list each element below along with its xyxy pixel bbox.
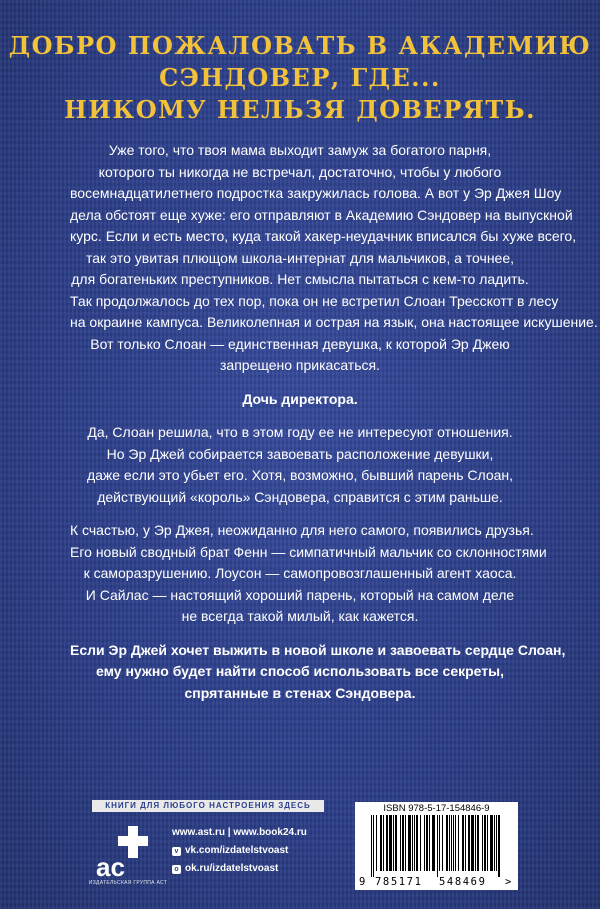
blurb-line: Вот только Слоан — единственная девушка, к которой Эр Джею	[90, 335, 510, 352]
blurb-line: Его новый сводный брат Фенн — симпатичный мальчик со склонностями	[70, 543, 547, 560]
blurb-line: на окраине кампуса. Великолепная и острая на язык, она настоящее искушение.	[70, 314, 598, 330]
ast-logo-icon	[92, 818, 162, 888]
blurb-line: даже если это убьет его. Хотя, возможно, бывший парень Слоан,	[86, 467, 514, 483]
headline-line: ДОБРО ПОЖАЛОВАТЬ В АКАДЕМИЮ	[8, 31, 592, 60]
headline-line: НИКОМУ НЕЛЬЗЯ ДОВЕРЯТЬ.	[64, 95, 536, 124]
website-links[interactable]: www.ast.ru | www.book24.ru	[172, 827, 307, 838]
blurb-line: действующий «король» Сэндовера, справится с этим раньше.	[97, 488, 503, 505]
blurb-line: Да, Слоан решила, что в этом году ее не интересуют отношения.	[87, 424, 513, 440]
blurb-paragraph-3	[70, 422, 530, 508]
blurb-line: дела обстоят еще хуже: его отправляют в Академию Сэндовер на выпускной	[70, 206, 573, 223]
blurb-line: к саморазрушению. Лоусон — самопровозглашенный агент хаоса.	[83, 565, 517, 581]
ast-logo-text: ac	[96, 852, 125, 882]
isbn-number: ISBN 978-5-17-154846-9	[383, 803, 490, 814]
blurb-line: ему нужно будет найти способ использовать все секреты,	[96, 663, 504, 679]
headline-line: СЭНДОВЕР, ГДЕ...	[159, 63, 441, 92]
blurb-line: для богатеньких преступников. Нет смысла пытаться с кем-то ладить.	[71, 271, 529, 287]
blurb-line: К счастью, у Эр Джея, неожиданно для него самого, появились друзья.	[70, 522, 534, 538]
blurb-line: которого ты никогда не встречал, достаточно, чтобы у любого	[98, 163, 502, 180]
ok-icon: o	[172, 865, 181, 874]
publisher-links	[172, 824, 337, 878]
barcode-icon	[369, 815, 504, 877]
publisher-slogan: КНИГИ ДЛЯ ЛЮБОГО НАСТРОЕНИЯ ЗДЕСЬ	[92, 800, 324, 812]
blurb-line: так это увитая плющом школа-интернат для мальчиков, а точнее,	[85, 249, 515, 266]
blurb-line: восемнадцатилетнего подростка закружилась голова. А вот у Эр Джея Шоу	[70, 185, 562, 201]
blurb-paragraph-4	[70, 520, 547, 628]
blurb-line: И Сайлас — настоящий хороший парень, который на самом деле	[85, 586, 515, 603]
blurb-line: Но Эр Джей собирается завоевать расположение девушки,	[106, 445, 494, 462]
headline	[0, 30, 600, 126]
blurb-line: курс. Если и есть место, куда такой хакер-неудачник вписался бы хуже всего,	[70, 228, 577, 244]
vk-link-text: vk.com/izdatelstvoast	[185, 845, 289, 856]
blurb-line: Если Эр Джей хочет выжить в новой школе и завоевать сердце Слоан,	[70, 641, 566, 658]
blurb-line: Уже того, что твоя мама выходит замуж за богатого парня,	[108, 142, 492, 158]
ean-group-2: 548469	[439, 876, 487, 888]
vk-icon: v	[172, 847, 181, 856]
blurb-tagline: Дочь директора.	[242, 390, 358, 407]
blurb-line: запрещено прикасаться.	[220, 357, 380, 373]
ean-digits	[355, 875, 518, 889]
barcode-panel	[355, 802, 518, 890]
publisher-caption: ИЗДАТЕЛЬСКАЯ ГРУППА АСТ	[88, 880, 168, 886]
ok-link[interactable]	[172, 860, 337, 878]
blurb-paragraph-5	[70, 640, 566, 705]
blurb-line: спрятанные в стенах Сэндовера.	[184, 684, 416, 701]
blurb	[70, 140, 598, 704]
ean-end-mark: >	[505, 876, 513, 888]
blurb-line: Так продолжалось до тех пор, пока он не встретил Слоан Тресскотт в лесу	[70, 292, 559, 309]
blurb-line: не всегда такой милый, как кажется.	[181, 608, 419, 624]
ean-first-digit: 9	[359, 876, 367, 888]
ok-link-text: ok.ru/izdatelstvoast	[185, 863, 279, 874]
ean-group-1: 785171	[375, 876, 423, 888]
vk-link[interactable]	[172, 842, 337, 860]
blurb-paragraph-1	[70, 140, 598, 377]
